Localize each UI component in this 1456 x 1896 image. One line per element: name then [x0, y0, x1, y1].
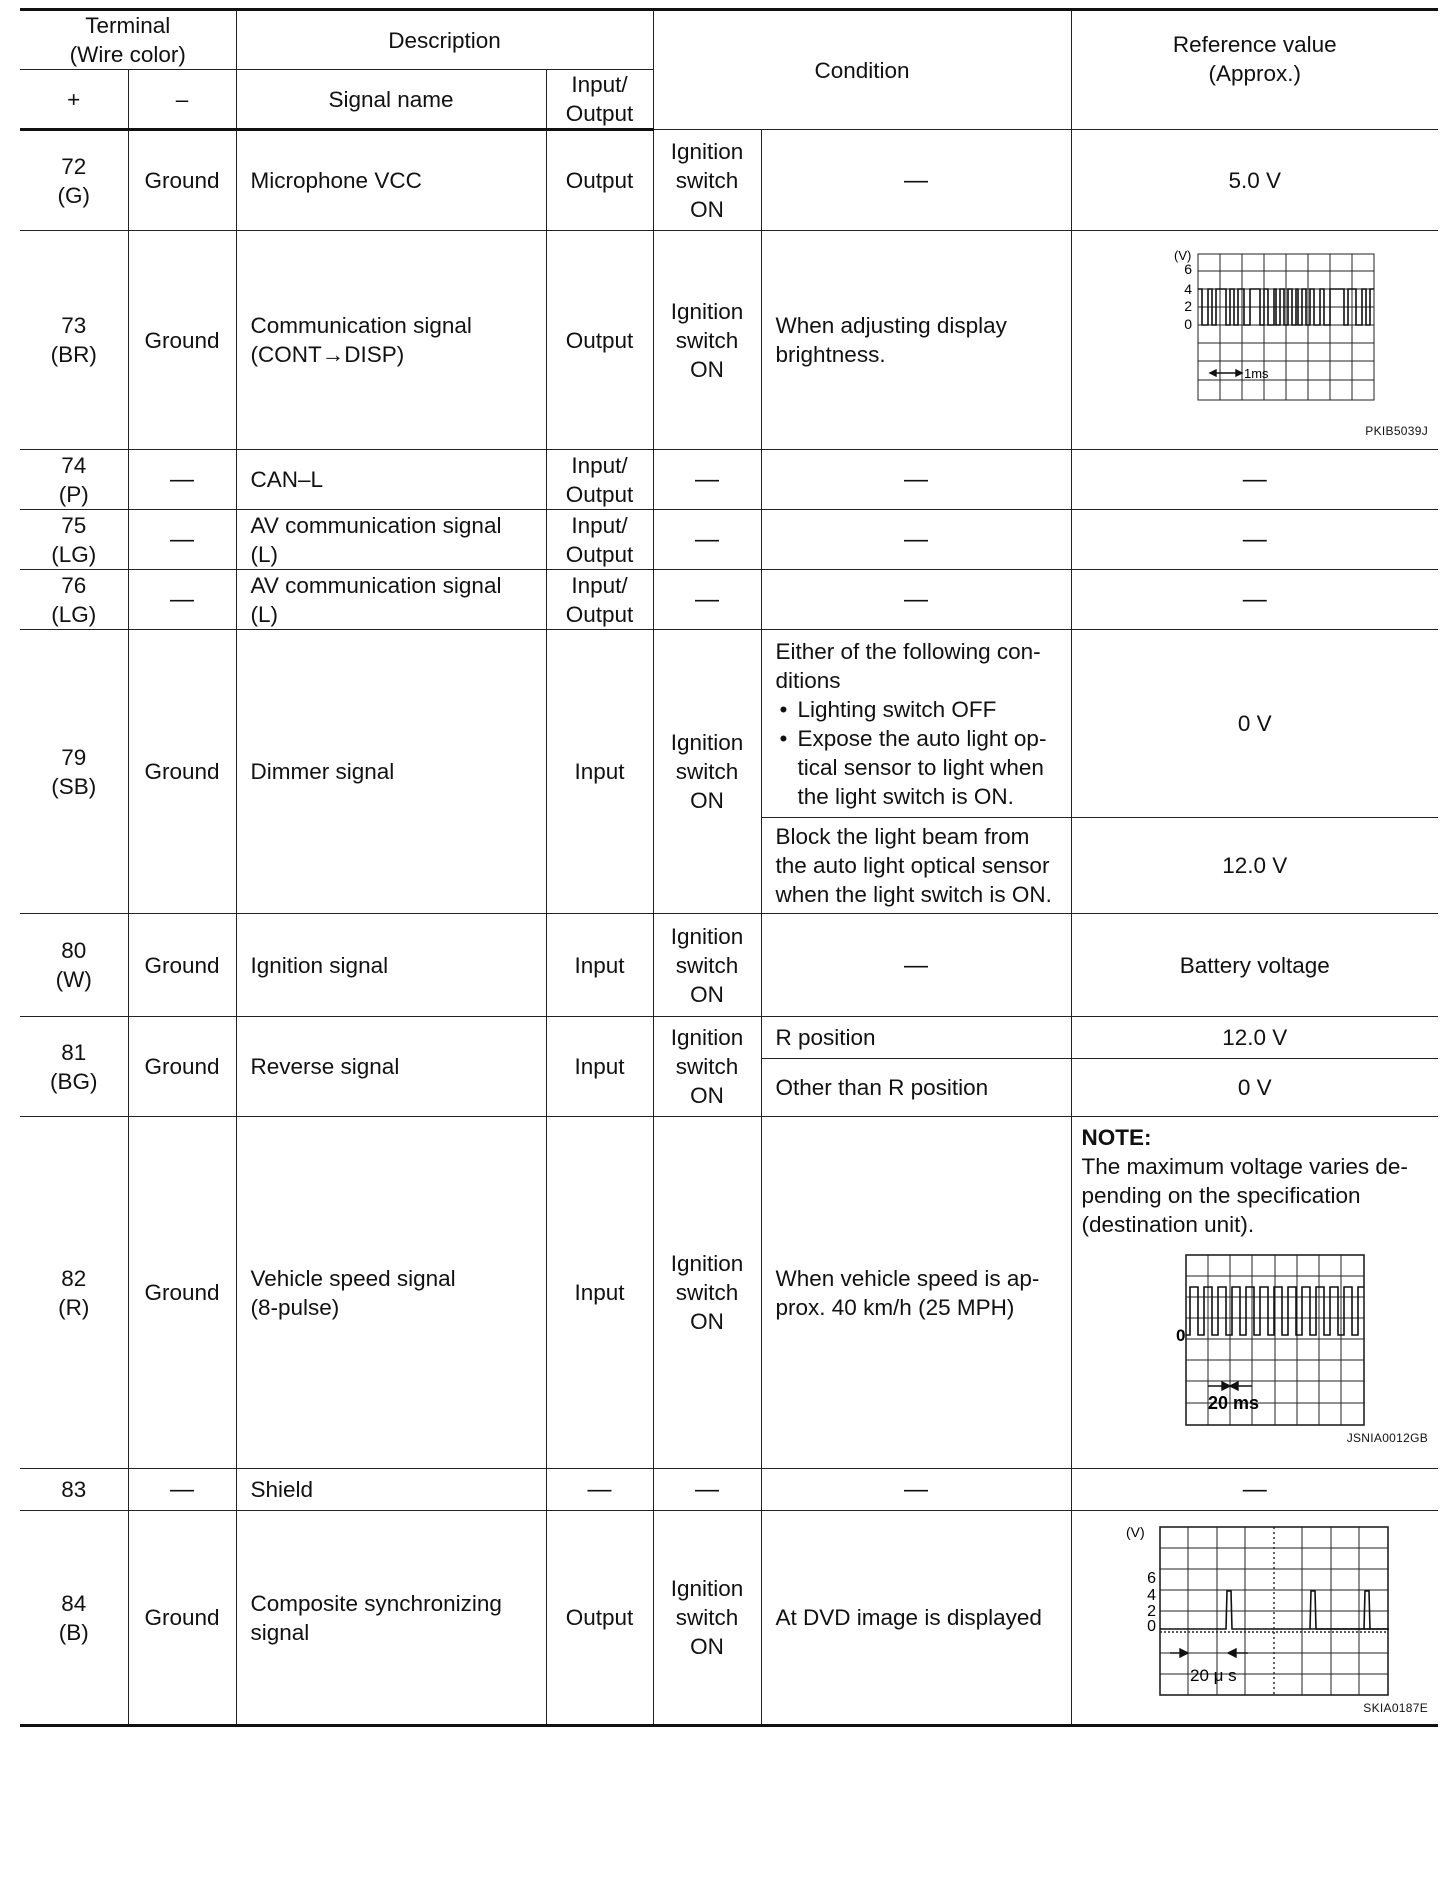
- table-row: [20, 1469, 1438, 1511]
- signal-name-cell: Reverse signal: [236, 1017, 546, 1117]
- reference-cell: —: [1071, 570, 1438, 630]
- header-reference: [1071, 10, 1438, 130]
- io-cell: [546, 450, 653, 510]
- terminal-number: 80: [61, 938, 87, 963]
- io-cell: Output: [546, 1511, 653, 1726]
- reference-cell: [1071, 1511, 1438, 1726]
- condition-list: [776, 695, 1065, 811]
- minus-cell: Ground: [128, 231, 236, 450]
- signal-name-cell: [236, 570, 546, 630]
- io-cell: Input: [546, 1117, 653, 1469]
- terminal-cell: [20, 914, 128, 1017]
- header-reference-line1: Reference value: [1172, 32, 1337, 57]
- fig-time-label: 20 ms: [1207, 1393, 1259, 1413]
- reference-cell: Battery voltage: [1071, 914, 1438, 1017]
- note-title: NOTE:: [1081, 1125, 1152, 1150]
- terminal-number: 79: [61, 744, 87, 770]
- wire-color: (BR): [50, 342, 97, 367]
- condition-detail-cell: —: [761, 1469, 1071, 1511]
- table-row: [20, 130, 1438, 231]
- condition-cell: [653, 1511, 761, 1726]
- condition-detail-cell: [761, 231, 1071, 450]
- signal-line: AV communication signal: [250, 512, 502, 538]
- fig-zero-label: 0: [1175, 1326, 1186, 1345]
- header-terminal-line2: (Wire color): [69, 42, 186, 67]
- signal-line: (8-pulse): [250, 1294, 340, 1320]
- terminal-number: 76: [61, 572, 87, 598]
- waveform-figure-composite-sync: [1110, 1521, 1400, 1699]
- table-row: [20, 1017, 1438, 1059]
- wire-color: (B): [58, 1619, 89, 1645]
- terminal-spec-table: [20, 8, 1438, 1727]
- terminal-number: 83: [61, 1477, 87, 1502]
- terminal-number: 75: [61, 512, 87, 538]
- header-terminal-line1: Terminal: [85, 13, 171, 38]
- condition-line: ON: [690, 1083, 724, 1108]
- table-row: [20, 570, 1438, 630]
- io-line: Output: [565, 541, 634, 567]
- note-line: (destination unit).: [1081, 1212, 1255, 1237]
- minus-cell: —: [128, 510, 236, 570]
- detail-line: Block the light beam from: [775, 824, 1030, 849]
- header-description: Description: [236, 10, 653, 70]
- detail-line: brightness.: [775, 342, 886, 367]
- signal-line: (CONT→DISP): [250, 342, 405, 367]
- minus-cell: —: [128, 1469, 236, 1511]
- terminal-cell: [20, 1469, 128, 1511]
- condition-cell: [653, 630, 761, 914]
- io-cell: Output: [546, 130, 653, 231]
- condition-line: switch: [675, 1280, 739, 1305]
- detail-line: prox. 40 km/h (25 MPH): [775, 1294, 1015, 1320]
- detail-line: When vehicle speed is ap-: [775, 1265, 1040, 1291]
- detail-line: When adjusting display: [775, 313, 1007, 338]
- terminal-cell: [20, 1117, 128, 1469]
- terminal-number: 72: [61, 153, 87, 179]
- signal-line: AV communication signal: [250, 572, 502, 598]
- signal-line: Composite synchronizing: [250, 1590, 502, 1616]
- fig-time-label: 1ms: [1243, 366, 1269, 381]
- condition-detail-cell: [761, 630, 1071, 818]
- fig-time-label: 20 μ s: [1189, 1665, 1237, 1685]
- fig-tick-label: 0: [1183, 316, 1192, 332]
- terminal-cell: [20, 570, 128, 630]
- condition-cell: [653, 1017, 761, 1117]
- condition-detail-cell: At DVD image is displayed: [761, 1511, 1071, 1726]
- condition-line: ON: [690, 981, 724, 1007]
- wire-color: (R): [58, 1294, 90, 1320]
- header-io-line2: Output: [565, 101, 634, 126]
- condition-line: Ignition: [670, 138, 744, 164]
- io-line: Output: [565, 601, 634, 627]
- figure-code: SKIA0187E: [1363, 1700, 1429, 1715]
- io-cell: Input: [546, 630, 653, 914]
- condition-line: switch: [675, 167, 739, 193]
- header-minus: –: [128, 70, 236, 130]
- header-reference-line2: (Approx.): [1208, 61, 1302, 86]
- condition-line: Ignition: [670, 730, 744, 755]
- condition-cell: —: [653, 450, 761, 510]
- signal-name-cell: Microphone VCC: [236, 130, 546, 231]
- signal-line: (L): [250, 541, 278, 567]
- condition-line: Ignition: [670, 298, 744, 324]
- condition-line: switch: [675, 759, 739, 784]
- reference-cell: [1071, 1117, 1438, 1469]
- io-cell: Input: [546, 1017, 653, 1117]
- terminal-cell: [20, 130, 128, 231]
- condition-line: switch: [675, 1054, 739, 1079]
- condition-cell: [653, 231, 761, 450]
- header-terminal: [20, 10, 236, 70]
- reference-cell: [1071, 231, 1438, 450]
- minus-cell: —: [128, 450, 236, 510]
- condition-cell: [653, 1117, 761, 1469]
- signal-line: Vehicle speed signal: [250, 1265, 456, 1291]
- note-line: The maximum voltage varies de-: [1081, 1154, 1408, 1179]
- condition-detail-cell: —: [761, 914, 1071, 1017]
- signal-name-cell: [236, 231, 546, 450]
- signal-line: signal: [250, 1619, 310, 1645]
- condition-detail-cell: —: [761, 130, 1071, 231]
- reference-cell: —: [1071, 450, 1438, 510]
- condition-line: Ignition: [670, 1025, 744, 1050]
- fig-grid: [1198, 254, 1374, 400]
- detail-line: when the light switch is ON.: [775, 882, 1052, 907]
- fig-tick-label: 6: [1183, 261, 1192, 277]
- fig-unit-label: (V): [1173, 248, 1192, 263]
- condition-detail-cell: [761, 1117, 1071, 1469]
- table-row: [20, 914, 1438, 1017]
- reference-cell: 0 V: [1071, 630, 1438, 818]
- signal-name-cell: Shield: [236, 1469, 546, 1511]
- condition-detail-cell: —: [761, 450, 1071, 510]
- fig-tick-label: 2: [1146, 1602, 1156, 1620]
- io-cell: Output: [546, 231, 653, 450]
- header-io-line1: Input/: [571, 72, 628, 97]
- detail-line: • Expose the auto light op-: [797, 725, 1047, 751]
- fig-tick-label: 6: [1146, 1569, 1156, 1587]
- fig-tick-label: 0: [1146, 1617, 1156, 1635]
- table-row: [20, 630, 1438, 818]
- io-cell: [546, 510, 653, 570]
- condition-line: switch: [675, 1605, 739, 1630]
- io-line: Output: [565, 481, 634, 507]
- io-line: Input/: [571, 452, 628, 478]
- terminal-number: 81: [61, 1039, 87, 1065]
- condition-line: Ignition: [670, 1576, 744, 1601]
- wire-color: (SB): [51, 773, 97, 799]
- condition-cell: [653, 130, 761, 231]
- condition-list-item: [776, 724, 1065, 811]
- detail-line: tical sensor to light when: [797, 754, 1044, 780]
- minus-cell: Ground: [128, 1017, 236, 1117]
- wire-color: (W): [55, 967, 92, 992]
- condition-cell: —: [653, 510, 761, 570]
- condition-line: Ignition: [670, 1251, 744, 1276]
- condition-line: ON: [690, 1634, 724, 1659]
- terminal-cell: [20, 1017, 128, 1117]
- figure-code: PKIB5039J: [1365, 424, 1429, 438]
- signal-name-cell: [236, 1511, 546, 1726]
- signal-name-cell: [236, 510, 546, 570]
- terminal-number: 74: [61, 452, 87, 478]
- condition-detail-cell: —: [761, 570, 1071, 630]
- wire-color: (P): [58, 481, 89, 507]
- condition-detail-cell: Other than R position: [761, 1059, 1071, 1117]
- io-line: Input/: [571, 512, 628, 538]
- condition-cell: [653, 914, 761, 1017]
- io-cell: Input: [546, 914, 653, 1017]
- minus-cell: Ground: [128, 630, 236, 914]
- io-cell: —: [546, 1469, 653, 1511]
- condition-list-item: • Lighting switch OFF: [776, 695, 1065, 724]
- table-row: [20, 510, 1438, 570]
- condition-detail-cell: R position: [761, 1017, 1071, 1059]
- condition-line: switch: [675, 327, 739, 353]
- wire-color: (LG): [51, 601, 97, 627]
- terminal-number: 82: [61, 1265, 87, 1291]
- reference-cell: 12.0 V: [1071, 1017, 1438, 1059]
- io-line: Input/: [571, 572, 628, 598]
- fig-tick-label: 4: [1146, 1586, 1156, 1604]
- minus-cell: —: [128, 570, 236, 630]
- table-row: [20, 1511, 1438, 1726]
- table-row: [20, 231, 1438, 450]
- detail-line: the light switch is ON.: [797, 783, 1014, 809]
- detail-line: the auto light optical sensor: [775, 853, 1050, 878]
- minus-cell: Ground: [128, 1117, 236, 1469]
- minus-cell: Ground: [128, 130, 236, 231]
- terminal-cell: [20, 231, 128, 450]
- signal-name-cell: [236, 1117, 546, 1469]
- condition-detail-cell: —: [761, 510, 1071, 570]
- io-cell: [546, 570, 653, 630]
- header-signal-name: Signal name: [236, 70, 546, 130]
- table-row: [20, 450, 1438, 510]
- condition-line: ON: [690, 788, 724, 813]
- reference-cell: 12.0 V: [1071, 818, 1438, 914]
- condition-detail-cell: [761, 818, 1071, 914]
- header-row-1: [20, 10, 1438, 70]
- terminal-cell: [20, 450, 128, 510]
- wire-color: (G): [57, 182, 90, 208]
- condition-line: switch: [675, 952, 739, 978]
- note-line: pending on the specification: [1081, 1183, 1361, 1208]
- fig-waveform: [1364, 1591, 1370, 1629]
- terminal-cell: [20, 510, 128, 570]
- figure-code: JSNIA0012GB: [1346, 1431, 1429, 1445]
- detail-line: ditions: [775, 667, 841, 693]
- table-row: [20, 1117, 1438, 1469]
- terminal-cell: [20, 1511, 128, 1726]
- terminal-number: 84: [61, 1590, 87, 1616]
- header-plus: +: [20, 70, 128, 130]
- condition-cell: —: [653, 570, 761, 630]
- wire-color: (BG): [50, 1068, 98, 1094]
- terminal-cell: [20, 630, 128, 914]
- signal-name-cell: Ignition signal: [236, 914, 546, 1017]
- signal-line: Communication signal: [250, 313, 472, 338]
- condition-line: Ignition: [670, 923, 744, 949]
- reference-cell: 0 V: [1071, 1059, 1438, 1117]
- condition-line: ON: [690, 196, 724, 222]
- condition-line: ON: [690, 1309, 724, 1334]
- reference-cell: 5.0 V: [1071, 130, 1438, 231]
- header-io: [546, 70, 653, 130]
- waveform-figure-communication: [1130, 242, 1380, 422]
- minus-cell: Ground: [128, 1511, 236, 1726]
- signal-line: (L): [250, 601, 278, 627]
- header-condition: Condition: [653, 10, 1071, 130]
- reference-cell: —: [1071, 1469, 1438, 1511]
- signal-name-cell: Dimmer signal: [236, 630, 546, 914]
- condition-line: ON: [690, 356, 724, 382]
- condition-cell: —: [653, 1469, 761, 1511]
- detail-line: Either of the following con-: [775, 638, 1041, 664]
- fig-tick-label: 4: [1183, 281, 1192, 297]
- waveform-figure-speed: [1130, 1249, 1380, 1429]
- fig-time-arrow: [1210, 370, 1242, 376]
- wire-color: (LG): [51, 541, 97, 567]
- fig-tick-label: 2: [1183, 298, 1192, 314]
- minus-cell: Ground: [128, 914, 236, 1017]
- fig-unit-label: (V): [1125, 1523, 1145, 1540]
- reference-cell: —: [1071, 510, 1438, 570]
- signal-name-cell: CAN–L: [236, 450, 546, 510]
- terminal-number: 73: [61, 313, 87, 338]
